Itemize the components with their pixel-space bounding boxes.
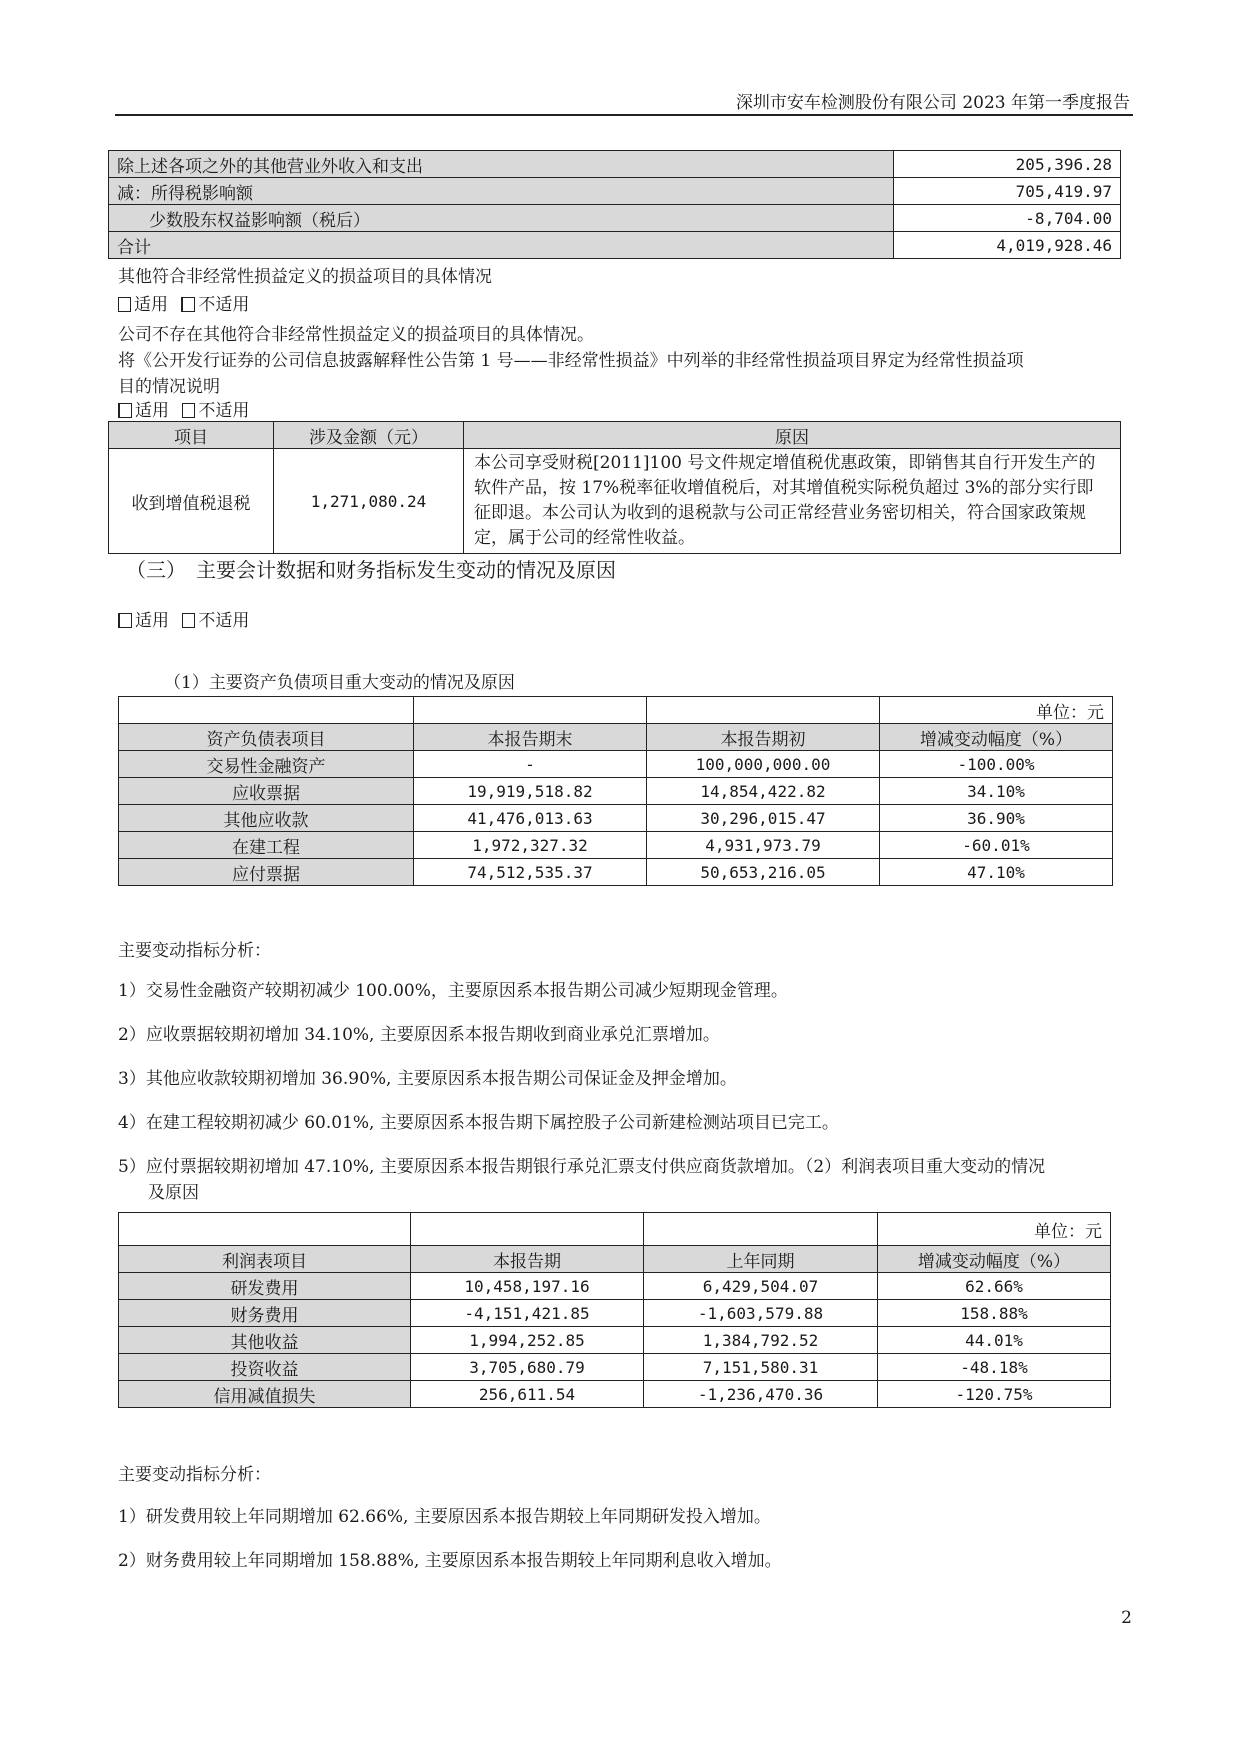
table-row [119, 1327, 1111, 1354]
column-header: 增减变动幅度（%） [880, 724, 1113, 751]
checkbox-empty-icon [182, 613, 195, 628]
empty-cell [647, 697, 880, 724]
paragraph: 公司不存在其他符合非经常性损益定义的损益项目的具体情况。 [118, 325, 594, 345]
analysis-item: 5）应付票据较期初增加 47.10%, 主要原因系本报告期银行承兑汇票支付供应商货款增加。（2）利润表项目重大变动的情况 [118, 1157, 1046, 1177]
unit-row [119, 1213, 1111, 1246]
section-title: 其他符合非经常性损益定义的损益项目的具体情况 [118, 267, 492, 287]
cell-value: 3,705,680.79 [411, 1354, 644, 1381]
checkbox-empty-icon [182, 403, 195, 418]
cell-value: -1,236,470.36 [644, 1381, 878, 1408]
column-header: 增减变动幅度（%） [878, 1246, 1111, 1273]
cell-value: 34.10% [880, 778, 1113, 805]
cell-value: -1,603,579.88 [644, 1300, 878, 1327]
table-row [119, 778, 1113, 805]
empty-cell [119, 1213, 411, 1246]
analysis-item: 1）研发费用较上年同期增加 62.66%, 主要原因系本报告期较上年同期研发投入增加。 [118, 1507, 771, 1527]
row-label: 财务费用 [119, 1300, 411, 1327]
cell-value: -120.75% [878, 1381, 1111, 1408]
cell-value: -60.01% [880, 832, 1113, 859]
row-label: 信用减值损失 [119, 1381, 411, 1408]
column-header: 资产负债表项目 [119, 724, 414, 751]
row-label: 交易性金融资产 [119, 751, 414, 778]
paragraph: 目的情况说明 [118, 377, 220, 397]
table-row [119, 832, 1113, 859]
cell-value: -48.18% [878, 1354, 1111, 1381]
row-label: 在建工程 [119, 832, 414, 859]
checkbox-checked-icon [118, 613, 132, 628]
checkbox-checked-icon [118, 403, 132, 418]
column-header: 原因 [464, 422, 1121, 449]
recurring-items-table [108, 421, 1121, 554]
unit-row [119, 697, 1113, 724]
cell-value: 36.90% [880, 805, 1113, 832]
cell-value: 4,931,973.79 [647, 832, 880, 859]
column-header: 项目 [109, 422, 274, 449]
row-label: 除上述各项之外的其他营业外收入和支出 [109, 151, 894, 178]
applicability-options [118, 606, 249, 631]
cell-value: 62.66% [878, 1273, 1111, 1300]
table-header-row [119, 724, 1113, 751]
row-value: -8,704.00 [894, 205, 1121, 232]
row-value: 4,019,928.46 [894, 232, 1121, 259]
applicable-label: 适用 [134, 295, 168, 315]
analysis-item-continued: 及原因 [148, 1183, 199, 1203]
table-row [119, 805, 1113, 832]
reason-cell: 本公司享受财税[2011]100 号文件规定增值税优惠政策，即销售其自行开发生产的软件产品，按 17%税率征收增值税后，对其增值税实际税负超过 3%的部分实行即征即退。本公司认为收到的退税款与公司正常经营业务密切相关，符合国家政策规定，属于公司的经常性收益。 [464, 449, 1121, 554]
table-row [119, 1300, 1111, 1327]
cell-value: -100.00% [880, 751, 1113, 778]
analysis-item: 2）应收票据较期初增加 34.10%, 主要原因系本报告期收到商业承兑汇票增加。 [118, 1025, 720, 1045]
row-label: 应收票据 [119, 778, 414, 805]
empty-cell [644, 1213, 878, 1246]
cell-value: - [414, 751, 647, 778]
row-label: 研发费用 [119, 1273, 411, 1300]
nonrecurring-items-table [108, 150, 1121, 259]
row-label: 投资收益 [119, 1354, 411, 1381]
column-header: 上年同期 [644, 1246, 878, 1273]
row-label: 减：所得税影响额 [109, 178, 894, 205]
table-row [109, 449, 1121, 554]
not-applicable-label: 不适用 [198, 611, 250, 631]
not-applicable-label: 不适用 [198, 295, 250, 315]
cell-value: 7,151,580.31 [644, 1354, 878, 1381]
cell-value: -4,151,421.85 [411, 1300, 644, 1327]
cell-value: 1,384,792.52 [644, 1327, 878, 1354]
cell-value: 74,512,535.37 [414, 859, 647, 886]
analysis-item: 1）交易性金融资产较期初减少 100.00%，主要原因系本报告期公司减少短期现金管理。 [118, 981, 788, 1001]
section-heading: （三） 主要会计数据和财务指标发生变动的情况及原因 [126, 558, 616, 582]
cell-value: 30,296,015.47 [647, 805, 880, 832]
table-row [119, 1273, 1111, 1300]
row-label: 其他收益 [119, 1327, 411, 1354]
table-row [119, 1354, 1111, 1381]
checkbox-empty-icon [118, 297, 131, 312]
item-cell: 收到增值税退税 [109, 449, 274, 554]
page-number: 2 [1121, 1608, 1132, 1628]
applicable-label: 适用 [135, 611, 169, 631]
amount-cell: 1,271,080.24 [274, 449, 464, 554]
row-label: 其他应收款 [119, 805, 414, 832]
analysis-item: 2）财务费用较上年同期增加 158.88%, 主要原因系本报告期较上年同期利息收入增加。 [118, 1551, 782, 1571]
applicability-options [118, 396, 249, 421]
analysis-item: 4）在建工程较期初减少 60.01%, 主要原因系本报告期下属控股子公司新建检测站项目已完工。 [118, 1113, 839, 1133]
subsection-title: （1）主要资产负债项目重大变动的情况及原因 [164, 673, 515, 693]
cell-value: 14,854,422.82 [647, 778, 880, 805]
applicable-label: 适用 [135, 401, 169, 421]
cell-value: 1,994,252.85 [411, 1327, 644, 1354]
row-value: 705,419.97 [894, 178, 1121, 205]
unit-label: 单位：元 [880, 697, 1113, 724]
cell-value: 100,000,000.00 [647, 751, 880, 778]
row-label: 应付票据 [119, 859, 414, 886]
empty-cell [119, 697, 414, 724]
cell-value: 158.88% [878, 1300, 1111, 1327]
row-value: 205,396.28 [894, 151, 1121, 178]
unit-label: 单位：元 [878, 1213, 1111, 1246]
table-row [109, 151, 1121, 178]
cell-value: 1,972,327.32 [414, 832, 647, 859]
table-header-row [109, 422, 1121, 449]
table-row [119, 751, 1113, 778]
cell-value: 50,653,216.05 [647, 859, 880, 886]
not-applicable-label: 不适用 [198, 401, 250, 421]
empty-cell [411, 1213, 644, 1246]
analysis-title: 主要变动指标分析： [118, 1465, 271, 1485]
cell-value: 10,458,197.16 [411, 1273, 644, 1300]
cell-value: 256,611.54 [411, 1381, 644, 1408]
table-row [109, 178, 1121, 205]
cell-value: 44.01% [878, 1327, 1111, 1354]
cell-value: 19,919,518.82 [414, 778, 647, 805]
table-row [119, 1381, 1111, 1408]
analysis-item: 3）其他应收款较期初增加 36.90%, 主要原因系本报告期公司保证金及押金增加。 [118, 1069, 737, 1089]
row-label: 合计 [109, 232, 894, 259]
table-row [109, 205, 1121, 232]
empty-cell [414, 697, 647, 724]
paragraph: 将《公开发行证券的公司信息披露解释性公告第 1 号——非经常性损益》中列举的非经常性损益项目界定为经常性损益项 [118, 351, 1024, 371]
column-header: 利润表项目 [119, 1246, 411, 1273]
table-row [119, 859, 1113, 886]
column-header: 本报告期 [411, 1246, 644, 1273]
checkbox-checked-icon [181, 297, 195, 312]
applicability-options [118, 290, 249, 315]
balance-sheet-changes-table [118, 696, 1113, 886]
row-label: 少数股东权益影响额（税后） [109, 205, 894, 232]
column-header: 涉及金额（元） [274, 422, 464, 449]
income-statement-changes-table [118, 1212, 1111, 1408]
page-header-title: 深圳市安车检测股份有限公司 2023 年第一季度报告 [735, 93, 1130, 113]
table-header-row [119, 1246, 1111, 1273]
column-header: 本报告期末 [414, 724, 647, 751]
table-row [109, 232, 1121, 259]
column-header: 本报告期初 [647, 724, 880, 751]
analysis-title: 主要变动指标分析： [118, 941, 271, 961]
header-divider [115, 114, 1133, 116]
cell-value: 6,429,504.07 [644, 1273, 878, 1300]
cell-value: 47.10% [880, 859, 1113, 886]
cell-value: 41,476,013.63 [414, 805, 647, 832]
